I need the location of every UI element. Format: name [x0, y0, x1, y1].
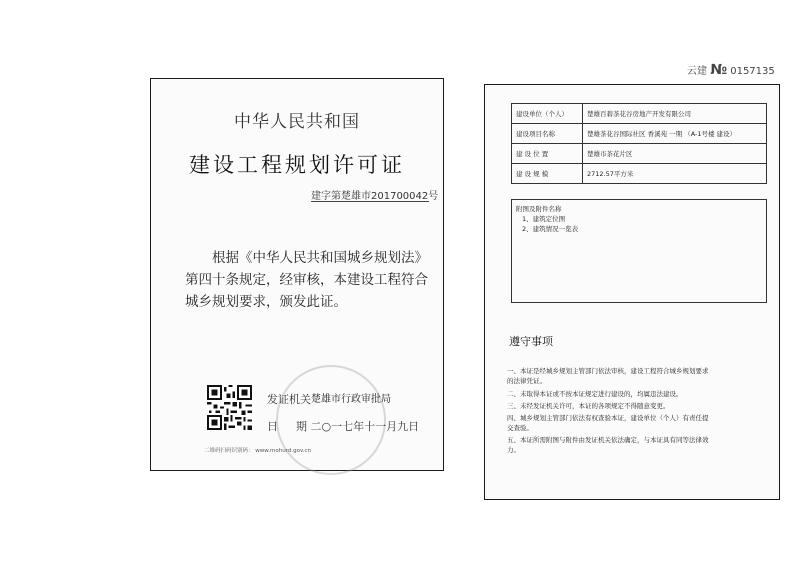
- table-row: [512, 144, 767, 164]
- issuer-label: 发证机关: [267, 393, 311, 406]
- row-label: 建 设 位 置: [512, 144, 583, 164]
- cert-no-underline: [311, 201, 429, 202]
- certificate-number: [311, 187, 438, 202]
- row-value: 楚雄市茶花片区: [583, 144, 767, 164]
- cert-no-value: 楚雄市201700042: [341, 191, 429, 202]
- date-label-1: 日: [267, 420, 278, 433]
- qr-code: [206, 385, 253, 430]
- row-value: 楚雄百碧茶花谷房地产开发有限公司: [583, 104, 767, 124]
- attachment-item: 1、建筑定位图: [522, 215, 566, 223]
- date-value: 二○一七年十一月九日: [310, 420, 420, 433]
- row-value: 2712.57平方米: [583, 164, 767, 184]
- country-heading: 中华人民共和国: [234, 112, 360, 132]
- cert-no-suffix: 号: [428, 191, 439, 202]
- attachments-heading: 附图及附件名称: [516, 205, 562, 213]
- serial-symbol: №: [710, 62, 728, 78]
- permit-cover-page: [150, 78, 444, 471]
- row-label: 建 设 规 模: [512, 164, 583, 184]
- attachments-box: [511, 199, 767, 303]
- notice-item: 一、本证是经城乡规划主管部门依法审核，建设工程符合城乡规划要求: [507, 367, 709, 375]
- table-row: [512, 104, 767, 124]
- cert-no-prefix: 建字第: [311, 191, 341, 202]
- notice-item: 的法律凭证。: [507, 377, 546, 385]
- serial-value: 0157135: [730, 66, 775, 77]
- notice-item: 交查验。: [507, 424, 533, 432]
- notice-item: 三、未经发证机关许可，本证的各项规定不得随意变更。: [507, 402, 670, 410]
- permit-title: 建设工程规划许可证: [189, 153, 405, 177]
- notice-item: 力。: [507, 446, 520, 454]
- table-row: [512, 124, 767, 144]
- row-value: 楚雄茶花谷国际社区 香溪苑 一期 （A-1号楼 建设）: [583, 124, 767, 144]
- permit-body-text: 根据《中华人民共和国城乡规划法》第四十条规定，经审核，本建设工程符合城乡规划要求，颁发此证。: [185, 250, 428, 310]
- project-info-table: [511, 103, 767, 184]
- notice-item: 二、未取得本证或不按本证规定进行建设的，均属违法建设。: [507, 390, 683, 398]
- serial-prefix: 云建: [687, 66, 707, 77]
- notice-item: 四、城乡规划主管部门依法有权查验本证，建设单位（个人）有责任提: [507, 414, 709, 422]
- row-label: 建设单位（个人）: [512, 104, 583, 124]
- row-label: 建设项目名称: [512, 124, 583, 144]
- qr-caption: 二维码扫码识别码： www.mohurd.gov.cn: [204, 448, 312, 454]
- date-label-2: 期: [296, 420, 307, 433]
- notice-title: 遵守事项: [509, 335, 553, 348]
- serial-number: [687, 62, 775, 78]
- issue-date: [267, 418, 419, 434]
- permit-detail-page: [484, 84, 780, 500]
- attachment-item: 2、建筑情况一览表: [522, 225, 579, 233]
- table-row: [512, 164, 767, 184]
- issuer-value: 楚雄市行政审批局: [311, 394, 391, 405]
- notice-item: 五、本证所需附图与附件由发证机关依法确定，与本证具有同等法律效: [507, 436, 709, 444]
